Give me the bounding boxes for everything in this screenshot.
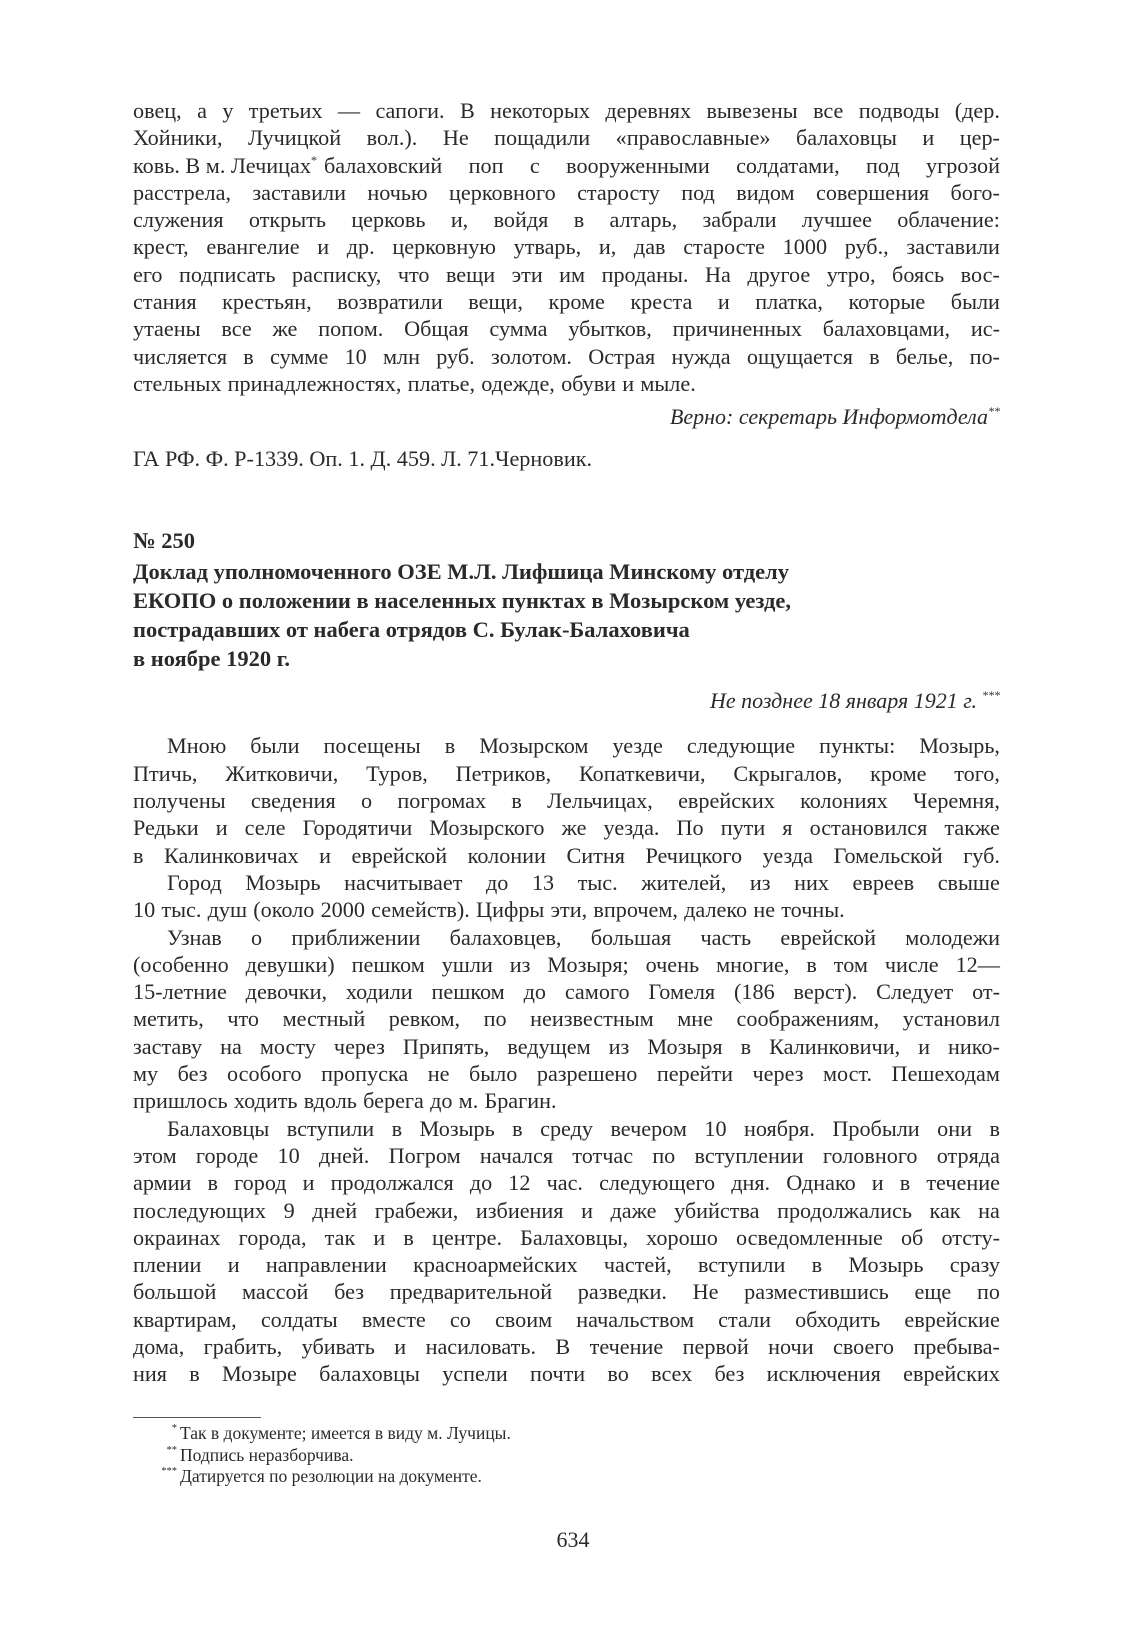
footnote-ref[interactable]: ** xyxy=(988,404,1000,419)
text-line-with-footnote xyxy=(133,152,1000,179)
text-line: Балаховцы вступили в Мозырь в среду вечером 10 ноября. Пробыли они в xyxy=(167,1115,1000,1141)
text-line: Город Мозырь насчитывает до 13 тыс. жителей, из них евреев свыше xyxy=(167,869,1000,895)
title-line: в ноябре 1920 г. xyxy=(133,645,291,671)
text-line: окраинах города, так и в центре. Балаховцы, хорошо осведомленные об отсту- xyxy=(133,1224,1000,1250)
text-line: му без особого пропуска не было разрешено перейти через мост. Пешеходам xyxy=(133,1061,1000,1087)
text-line: Редьки и селе Городятичи Мозырского же уезда. По пути я остановился также xyxy=(133,815,1000,841)
footnote xyxy=(160,1445,511,1467)
document-date xyxy=(133,688,1000,718)
text-line: последующих 9 дней грабежи, избиения и даже убийства продолжались как на xyxy=(133,1197,1000,1223)
page-content xyxy=(133,97,1000,1388)
document-body xyxy=(133,732,1000,1387)
text-line: (особенно девушки) пешком ушли из Мозыря; очень многие, в том числе 12— xyxy=(133,951,1000,977)
text-line: дома, грабить, убивать и насиловать. В течение первой ночи своего пребыва- xyxy=(133,1333,1000,1359)
text-line: 15-летние девочки, ходили пешком до самого Гомеля (186 верст). Следует от- xyxy=(133,979,1000,1005)
text-line: плении и направлении красноармейских частей, вступили в Мозырь сразу xyxy=(133,1252,1000,1278)
paragraph xyxy=(133,869,1000,924)
footnote-text: Подпись неразборчива. xyxy=(180,1444,354,1465)
text-line: овец, а у третьих — сапоги. В некоторых деревнях вывезены все подводы (дер. xyxy=(133,98,1000,123)
title-line: Доклад уполномоченного ОЗЕ М.Л. Лифшица Минскому отделу xyxy=(133,559,790,585)
text-line: Узнав о приближении балаховцев, большая часть еврейской молодежи xyxy=(167,924,1000,950)
footnote-ref[interactable]: * xyxy=(310,152,317,167)
footnote-divider xyxy=(133,1417,261,1418)
text-line: квартирам, солдаты вместе со своим начальством стали обходить еврейские xyxy=(133,1306,1000,1332)
text-line: расстрела, заставили ночью церковного старосту под видом совершения бого- xyxy=(133,179,1000,205)
title-line: ЕКОПО о положении в населенных пунктах в Мозырском уезде, xyxy=(133,588,792,614)
footnote-mark: * xyxy=(171,1423,177,1434)
text-line: заставу на мосту через Припять, ведущем из Мозыря в Калинковичи, и нико- xyxy=(133,1033,1000,1059)
text-line: Птичь, Житковичи, Туров, Петриков, Копаткевичи, Скрыгалов, кроме того, xyxy=(133,760,1000,786)
signature-text: Верно: секретарь Информотдела xyxy=(669,404,988,430)
text-line: крест, евангелие и др. церковную утварь, и, дав старосте 1000 руб., заставили xyxy=(133,234,1000,260)
footnote-ref[interactable]: *** xyxy=(982,688,1000,703)
text-line: Мною были посещены в Мозырском уезде следующие пункты: Мозырь, xyxy=(167,733,1000,759)
document-number: № 250 xyxy=(133,528,195,554)
paragraph xyxy=(133,924,1000,1115)
text-fragment: ковь. В м. Лечицах xyxy=(133,152,311,178)
title-line: пострадавших от набега отрядов С. Булак-Балаховича xyxy=(133,616,690,642)
document-title xyxy=(133,558,1000,673)
text-line: числяется в сумме 10 млн руб. золотом. Острая нужда ощущается в белье, по- xyxy=(133,343,1000,369)
text-line: этом городе 10 дней. Погром начался тотчас по вступлении головного отряда xyxy=(133,1142,1000,1168)
footnote xyxy=(160,1466,511,1488)
footnote-text: Датируется по резолюции на документе. xyxy=(180,1466,482,1486)
text-line: в Калинковичах и еврейской колонии Ситня Речицкого уезда Гомельской губ. xyxy=(133,842,1000,868)
paragraph xyxy=(133,732,1000,868)
text-line: стания крестьян, возвратили вещи, кроме креста и платка, которые были xyxy=(133,289,1000,315)
text-line: служения открыть церковь и, войдя в алтарь, забрали лучшее облачение: xyxy=(133,207,1000,233)
text-line: его подписать расписку, что вещи эти им проданы. На другое утро, боясь вос- xyxy=(133,261,1000,287)
archive-reference: ГА РФ. Ф. Р-1339. Оп. 1. Д. 459. Л. 71.Черновик. xyxy=(133,446,593,472)
text-line: 10 тыс. душ (около 2000 семейств). Цифры эти, впрочем, далеко не точны. xyxy=(133,897,845,923)
text-line: пришлось ходить вдоль берега до м. Брагин. xyxy=(133,1088,557,1114)
text-line: получены сведения о погромах в Лельчицах, еврейских колониях Черемня, xyxy=(133,788,1000,814)
date-text: Не позднее 18 января 1921 г. xyxy=(710,688,977,714)
footnote-mark: *** xyxy=(161,1466,177,1477)
text-line: метить, что местный ревком, по неизвестным мне соображениям, установил xyxy=(133,1006,1000,1032)
text-line: Хойники, Лучицкой вол.). Не пощадили «православные» балаховцы и цер- xyxy=(133,125,1000,151)
footnotes xyxy=(160,1423,511,1488)
footnote-mark: ** xyxy=(166,1444,177,1456)
paragraph xyxy=(133,1115,1000,1388)
text-line: большой массой без предварительной разведки. Не разместившись еще по xyxy=(133,1279,1000,1305)
text-line: армии в город и продолжался до 12 час. следующего дня. Однако и в течение xyxy=(133,1170,1000,1196)
text-line: стельных принадлежностях, платье, одежде, обуви и мыле. xyxy=(133,370,696,396)
text-line: утаены все же попом. Общая сумма убытков, причиненных балаховцами, ис- xyxy=(133,316,1000,342)
text-line: ния в Мозыре балаховцы успели почти во всех без исключения еврейских xyxy=(133,1361,1000,1387)
continuation-text xyxy=(133,97,1000,397)
signature xyxy=(133,404,1000,434)
footnote-text: Так в документе; имеется в виду м. Лучицы. xyxy=(180,1423,511,1443)
footnote xyxy=(160,1423,511,1445)
page-number: 634 xyxy=(556,1527,590,1552)
text-fragment: балаховский поп с вооруженными солдатами, под угрозой xyxy=(323,152,1000,178)
